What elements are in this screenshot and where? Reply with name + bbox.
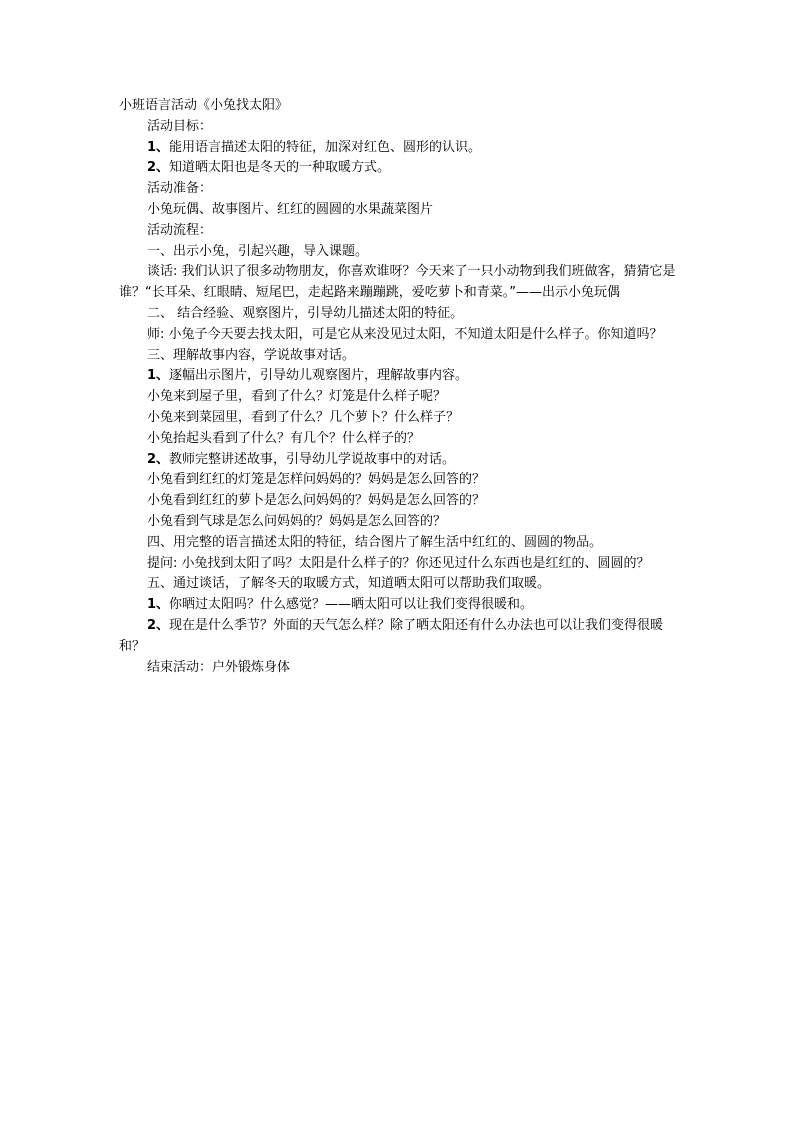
step-two-heading: 二、 结合经验、观察图片，引导幼儿描述太阳的特征。 [147,305,464,321]
question-line: 小兔看到红红的萝卜是怎么问妈妈的？妈妈是怎么回答的？ [147,493,486,509]
step-one-talk: 谈话: 我们认识了很多动物朋友，你喜欢谁呀？今天来了一只小动物到我们班做客，猜猜它是谁？“长耳朵、红眼睛、短尾巴，走起路来蹦蹦跳，爱吃萝卜和青菜。”——出示小兔玩偶 [119,264,676,301]
item-number: 1、 [147,597,170,613]
prep-heading: 活动准备： [147,181,213,197]
step-five-item [119,616,679,658]
goal-text: 能用语言描述太阳的特征，加深对红色、圆形的认识。 [169,139,482,155]
item-text: 现在是什么季节？外面的天气怎么样？除了晒太阳还有什么办法也可以让我们变得很暖和？ [119,617,664,654]
step-five-heading: 五、通过谈话，了解冬天的取暖方式，知道晒太阳可以帮助我们取暖。 [147,576,551,592]
goal-item [119,158,679,179]
step-three-item [119,450,679,471]
item-number: 2、 [147,451,170,467]
question-line: 小兔来到菜园里，看到了什么？几个萝卜？什么样子？ [147,409,460,425]
goal-text: 知道晒太阳也是冬天的一种取暖方式。 [169,160,391,176]
step-three-heading: 三、理解故事内容，学说故事对话。 [147,347,356,363]
goal-number: 1、 [147,139,170,155]
process-heading: 活动流程： [147,222,213,238]
question-line: 小兔来到屋子里，看到了什么？灯笼是什么样子呢？ [147,389,447,405]
step-three-item [119,366,679,387]
goal-heading: 活动目标： [147,118,213,134]
question-line: 小兔抬起头看到了什么？有几个？什么样子的？ [147,430,421,446]
step-five-item [119,595,679,616]
step-four-heading: 四、用完整的语言描述太阳的特征，结合图片了解生活中红红的、圆圆的物品。 [147,534,603,550]
step-two-talk: 师: 小兔子今天要去找太阳，可是它从来没见过太阳，不知道太阳是什么样子。你知道吗？ [147,326,663,342]
document-body [119,96,679,678]
item-text: 教师完整讲述故事，引导幼儿学说故事中的对话。 [169,451,456,467]
item-text: 逐幅出示图片，引导幼儿观察图片，理解故事内容。 [169,368,469,384]
prep-text: 小兔玩偶、故事图片、红红的圆圆的水果蔬菜图片 [147,201,434,217]
goal-item [119,138,679,159]
ending-line: 结束活动：户外锻炼身体 [147,659,291,675]
step-four-question: 提问: 小兔找到太阳了吗？太阳是什么样子的？你还见过什么东西也是红红的、圆圆的？ [147,555,650,571]
goal-number: 2、 [147,160,170,176]
step-one-heading: 一、出示小兔，引起兴趣，导入课题。 [147,243,369,259]
document-title: 小班语言活动《小兔找太阳》 [119,98,289,113]
item-number: 2、 [147,617,170,633]
item-text: 你晒过太阳吗？什么感觉？——晒太阳可以让我们变得很暖和。 [169,597,534,613]
question-line: 小兔看到红红的灯笼是怎样问妈妈的？妈妈是怎么回答的？ [147,472,486,488]
item-number: 1、 [147,368,170,384]
question-line: 小兔看到气球是怎么问妈妈的？妈妈是怎么回答的？ [147,513,447,529]
